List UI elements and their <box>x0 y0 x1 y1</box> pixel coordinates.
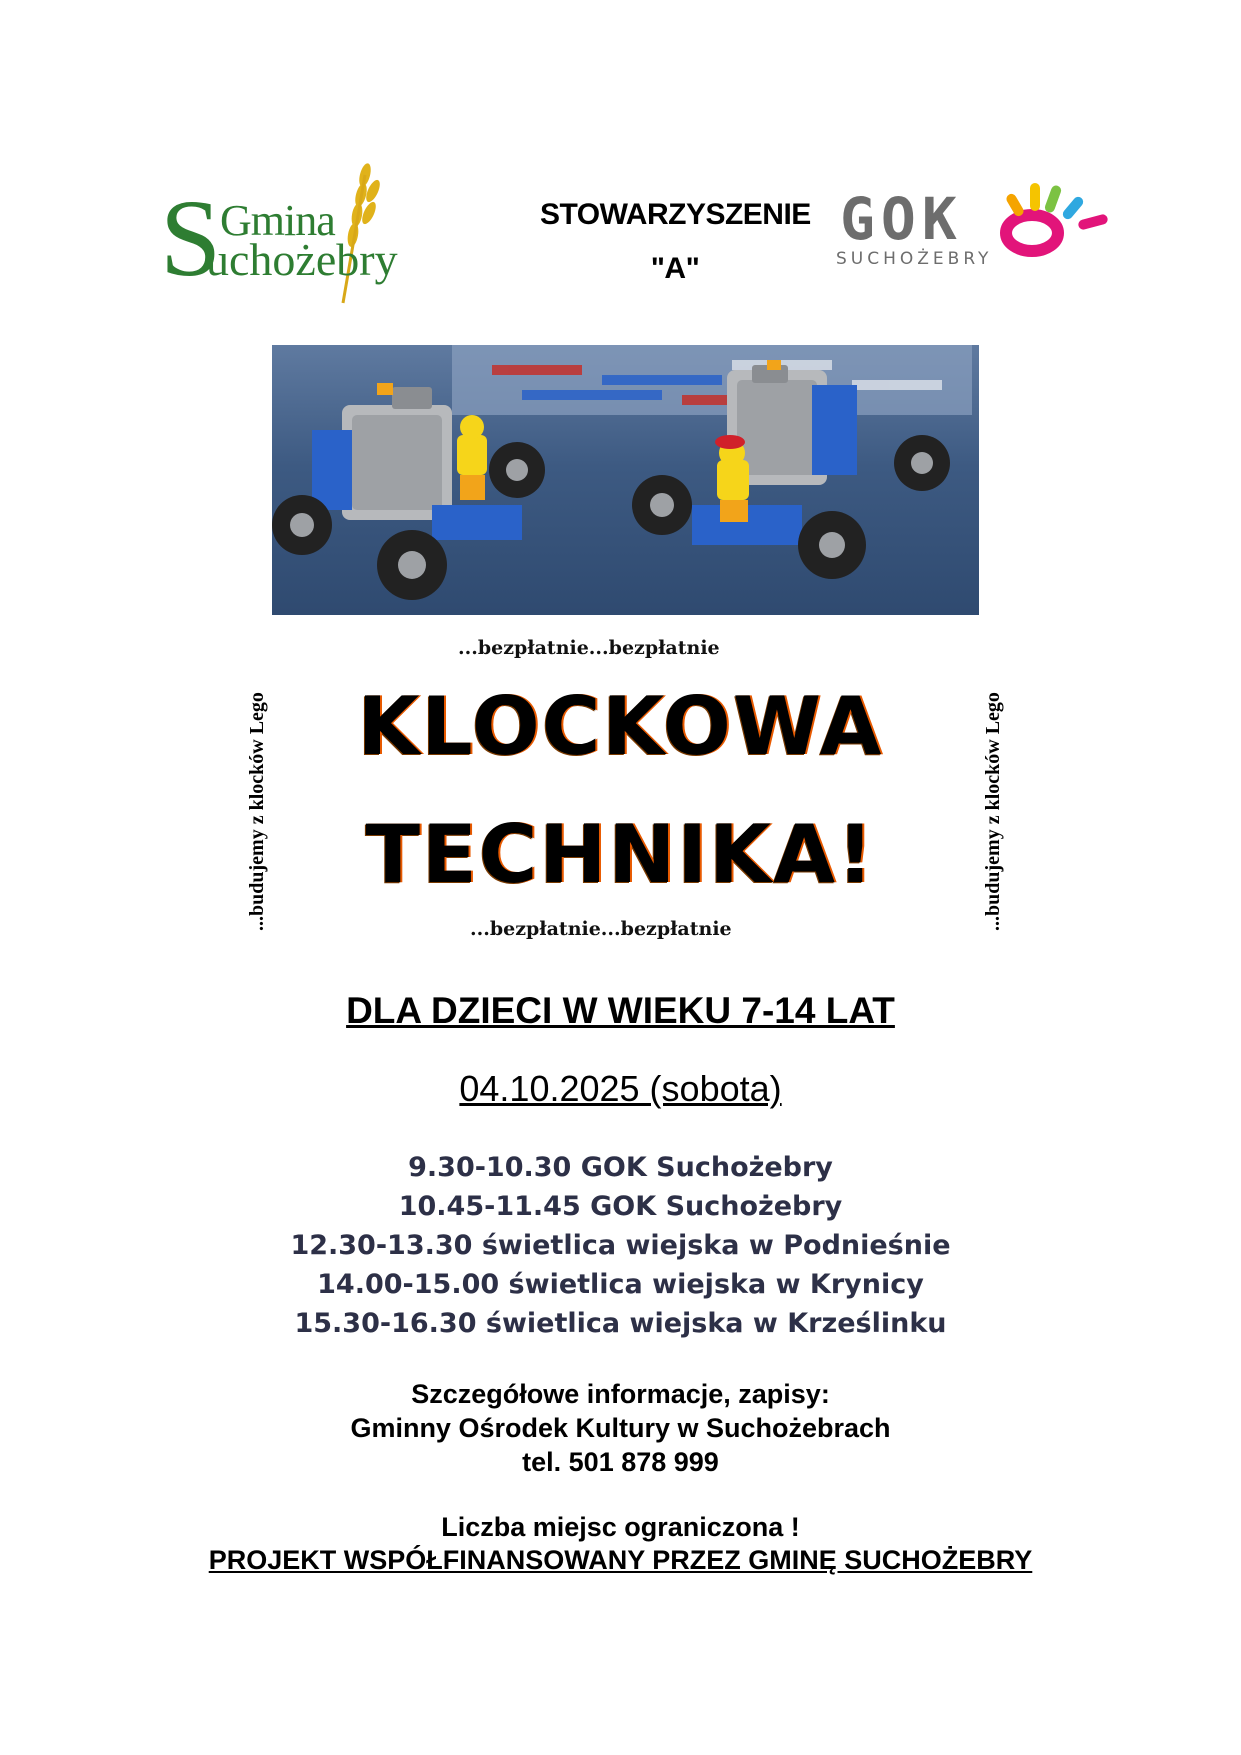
info-line1: Szczegółowe informacje, zapisy: <box>411 1379 830 1409</box>
project-funding: PROJEKT WSPÓŁFINANSOWANY PRZEZ GMINĘ SUCHOŻEBRY <box>208 1545 1033 1575</box>
info-line2: Gminny Ośrodek Kultury w Suchożebrach <box>350 1413 891 1443</box>
gmina-logo-text-bottom: uchożebry <box>206 234 398 285</box>
schedule-item: 15.30-16.30 świetlica wiejska w Krześlinku <box>294 1308 947 1339</box>
association-line1: STOWARZYSZENIE <box>540 198 811 231</box>
association-name <box>540 188 810 296</box>
event-date: 04.10.2025 (sobota) <box>459 1068 782 1109</box>
schedule-item: 12.30-13.30 świetlica wiejska w Podnieśnie <box>290 1230 951 1261</box>
schedule-list <box>0 1148 1241 1343</box>
schedule-item: 14.00-15.00 świetlica wiejska w Krynicy <box>317 1269 924 1300</box>
hand-icon <box>980 173 1110 263</box>
tagline-bottom: ...bezpłatnie...bezpłatnie <box>470 918 732 940</box>
gok-logo-letters: GOK <box>840 185 963 253</box>
tagline-top: ...bezpłatnie...bezpłatnie <box>458 637 720 659</box>
contact-info <box>0 1377 1241 1479</box>
gok-logo <box>836 185 1120 295</box>
gmina-logo <box>160 155 398 305</box>
lego-robots-photo <box>272 345 979 615</box>
limit-notice: Liczba miejsc ograniczona ! <box>441 1512 800 1542</box>
side-text-right: ...budujemy z klocków Lego <box>982 692 1004 931</box>
gok-logo-sub: SUCHOŻEBRY <box>836 249 993 269</box>
side-text-left: ...budujemy z klocków Lego <box>246 692 268 931</box>
gmina-logo-initial: S <box>160 177 222 299</box>
schedule-item: 9.30-10.30 GOK Suchożebry <box>408 1152 833 1183</box>
gmina-logo-text-top: Gmina <box>220 196 335 245</box>
title-line1: KLOCKOWA <box>357 680 884 773</box>
title-line2: TECHNIKA! <box>365 808 876 901</box>
association-line2: "A" <box>650 252 700 285</box>
lego-robots-illustration <box>272 345 979 615</box>
schedule-item: 10.45-11.45 GOK Suchożebry <box>398 1191 843 1222</box>
age-heading: DLA DZIECI W WIEKU 7-14 LAT <box>346 990 895 1031</box>
info-phone: tel. 501 878 999 <box>522 1447 719 1477</box>
